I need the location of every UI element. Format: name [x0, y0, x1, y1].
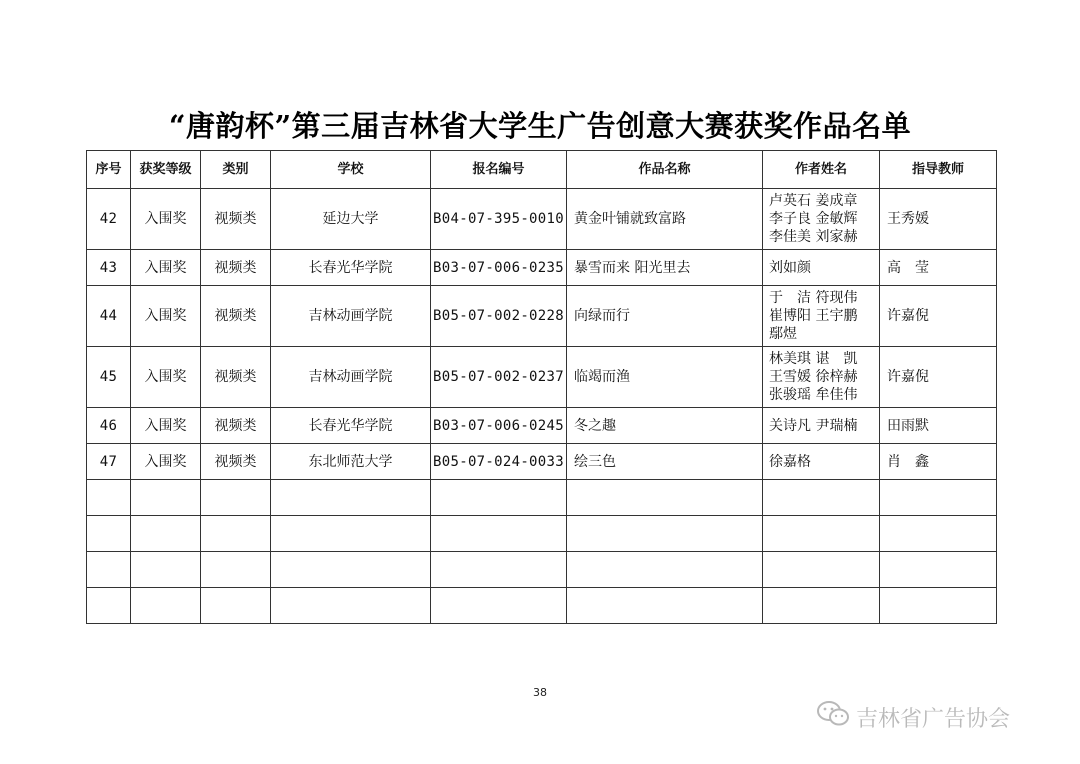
header-authors: 作者姓名 [763, 151, 880, 189]
cell-reg-no: B05-07-002-0228 [431, 286, 567, 347]
author-line: 张骏瑶 牟佳伟 [769, 387, 858, 403]
page-number: 38 [533, 686, 547, 699]
cell-no: 47 [87, 444, 131, 480]
cell-category: 视频类 [201, 444, 271, 480]
cell-no: 43 [87, 250, 131, 286]
cell-teacher: 王秀媛 [880, 189, 997, 250]
cell-no: 44 [87, 286, 131, 347]
author-line: 李佳美 刘家赫 [769, 229, 858, 245]
cell-category: 视频类 [201, 408, 271, 444]
header-reg-no: 报名编号 [431, 151, 567, 189]
cell-level: 入围奖 [131, 189, 201, 250]
cell-school: 延边大学 [271, 189, 431, 250]
cell-authors [763, 444, 880, 480]
author-line: 卢英石 姜成章 [769, 193, 858, 209]
author-line: 徐嘉格 [769, 453, 811, 470]
author-line: 李子良 金敏辉 [769, 211, 858, 227]
cell-work: 黄金叶铺就致富路 [567, 189, 763, 250]
author-line: 于 洁 符现伟 [769, 290, 858, 306]
header-no: 序号 [87, 151, 131, 189]
cell-authors [763, 286, 880, 347]
cell-level: 入围奖 [131, 444, 201, 480]
cell-category: 视频类 [201, 347, 271, 408]
cell-category: 视频类 [201, 189, 271, 250]
cell-school: 吉林动画学院 [271, 347, 431, 408]
watermark-text: 吉林省广告协会 [856, 706, 1011, 732]
cell-no: 46 [87, 408, 131, 444]
cell-work: 绘三色 [567, 444, 763, 480]
cell-school: 长春光华学院 [271, 408, 431, 444]
wechat-icon [816, 699, 856, 735]
cell-reg-no: B04-07-395-0010 [431, 189, 567, 250]
cell-level: 入围奖 [131, 286, 201, 347]
cell-category: 视频类 [201, 250, 271, 286]
author-line: 王雪媛 徐梓赫 [769, 369, 858, 385]
cell-school: 东北师范大学 [271, 444, 431, 480]
watermark [816, 700, 1010, 734]
author-line: 崔博阳 王宇鹏 [769, 308, 858, 324]
table-row [87, 250, 997, 286]
empty-row [87, 480, 997, 516]
cell-authors [763, 189, 880, 250]
author-line: 刘如颜 [769, 259, 811, 276]
cell-teacher: 许嘉倪 [880, 347, 997, 408]
cell-authors [763, 408, 880, 444]
author-line: 鄢煜 [769, 326, 797, 342]
cell-work: 暴雪而来 阳光里去 [567, 250, 763, 286]
empty-row [87, 552, 997, 588]
author-line: 林美琪 谌 凯 [769, 351, 858, 367]
table-row [87, 444, 997, 480]
cell-teacher: 高 莹 [880, 250, 997, 286]
table-row [87, 408, 997, 444]
cell-no: 45 [87, 347, 131, 408]
header-teacher: 指导教师 [880, 151, 997, 189]
cell-no: 42 [87, 189, 131, 250]
cell-school: 长春光华学院 [271, 250, 431, 286]
table-row [87, 286, 997, 347]
header-work: 作品名称 [567, 151, 763, 189]
cell-level: 入围奖 [131, 347, 201, 408]
cell-reg-no: B05-07-002-0237 [431, 347, 567, 408]
cell-reg-no: B03-07-006-0245 [431, 408, 567, 444]
cell-authors [763, 250, 880, 286]
header-category: 类别 [201, 151, 271, 189]
cell-teacher: 肖 鑫 [880, 444, 997, 480]
cell-category: 视频类 [201, 286, 271, 347]
cell-teacher: 田雨默 [880, 408, 997, 444]
table-row [87, 189, 997, 250]
cell-work: 向绿而行 [567, 286, 763, 347]
cell-level: 入围奖 [131, 408, 201, 444]
empty-row [87, 588, 997, 624]
table-row [87, 347, 997, 408]
cell-teacher: 许嘉倪 [880, 286, 997, 347]
table-header-row [87, 151, 997, 189]
cell-reg-no: B03-07-006-0235 [431, 250, 567, 286]
empty-row [87, 516, 997, 552]
cell-level: 入围奖 [131, 250, 201, 286]
cell-reg-no: B05-07-024-0033 [431, 444, 567, 480]
cell-work: 临竭而渔 [567, 347, 763, 408]
header-school: 学校 [271, 151, 431, 189]
author-line: 关诗凡 尹瑞楠 [769, 417, 858, 434]
awards-table [86, 150, 997, 624]
header-level: 获奖等级 [131, 151, 201, 189]
document-title: “唐韵杯”第三届吉林省大学生广告创意大赛获奖作品名单 [168, 109, 912, 143]
cell-work: 冬之趣 [567, 408, 763, 444]
cell-school: 吉林动画学院 [271, 286, 431, 347]
cell-authors [763, 347, 880, 408]
